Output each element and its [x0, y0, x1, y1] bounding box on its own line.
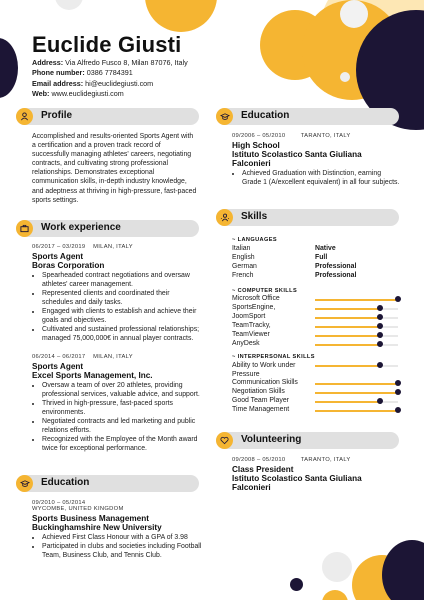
decor-circle — [340, 0, 368, 28]
contact-block — [32, 58, 188, 99]
skill-level-dot — [377, 398, 383, 404]
skill-name: TeamTracky, — [232, 322, 271, 329]
education-meta: 09/2010 – 05/2014 WYCOMBE, UNITED KINGDOM — [32, 500, 124, 512]
education-school: Buckinghamshire New University — [32, 523, 162, 532]
job-role: Sports Agent — [32, 362, 84, 371]
skill-level-bar — [315, 326, 380, 328]
list-item: • Thrived in high-pressure, fast-paced sports environments. — [42, 399, 202, 417]
phone-label: Phone number: — [32, 68, 85, 78]
language-row: French Professional — [232, 272, 357, 279]
skill-level-bar — [315, 392, 398, 394]
list-item: • Represented clients and coordinated their schedules and daily tasks. — [42, 289, 202, 307]
volunteering-role: Class President — [232, 465, 294, 474]
heart-icon — [216, 432, 233, 449]
decor-circle — [382, 540, 424, 600]
skill-row — [232, 304, 402, 313]
skill-row — [232, 331, 402, 340]
job-entry — [32, 354, 202, 453]
language-row: German Professional — [232, 263, 357, 270]
skill-name: Microsoft Office — [232, 295, 280, 302]
section-title: Education — [241, 110, 290, 121]
education-school: Istituto Scolastico Santa Giuliana Falconieri — [232, 150, 362, 168]
education-meta: 09/2006 – 05/2010 TARANTO, ITALY — [232, 133, 351, 139]
section-header-education — [216, 108, 399, 125]
language-row: Italian Native — [232, 245, 336, 252]
list-item: • Oversaw a team of over 20 athletes, providing professional services, valuable advice, and support. — [42, 381, 202, 399]
skill-row — [232, 295, 402, 304]
list-item: • Achieved First Class Honour with a GPA of 3.98 — [42, 533, 202, 542]
job-role: Sports Agent — [32, 252, 84, 261]
skill-row — [232, 313, 402, 322]
skill-row — [232, 361, 402, 379]
list-item: • Participated in clubs and societies including Football Team, Business Club, and Tennis Club. — [42, 542, 202, 560]
volunteering-org: Istituto Scolastico Santa Giuliana Falconieri — [232, 474, 362, 492]
section-header-work — [16, 220, 199, 237]
education-entry — [32, 500, 202, 560]
address-label: Address: — [32, 58, 64, 67]
skill-row — [232, 406, 402, 415]
list-item: • Achieved Graduation with Distinction, earning Grade 1 (A/excellent equivalent) in all four subjects. — [242, 169, 402, 187]
skill-level-dot — [395, 380, 401, 386]
skill-name: Communication Skills — [232, 379, 298, 386]
skill-row — [232, 322, 402, 331]
job-entry — [32, 244, 202, 343]
skill-level-bar — [315, 335, 380, 337]
education-bullets — [232, 169, 402, 187]
skills-person-icon — [216, 209, 233, 226]
job-bullets — [32, 271, 202, 343]
web-label: Web: — [32, 88, 50, 98]
list-item: • Spearheaded contract negotiations and oversaw athletes' career management. — [42, 271, 202, 289]
job-meta: 06/2014 – 06/2017 MILAN, ITALY — [32, 354, 133, 360]
skill-level-dot — [377, 362, 383, 368]
profile-text: Accomplished and results-oriented Sports Agent with a certification and a proven track record of successfully managing athletes' careers, negotiating contracts, and cultivating strong professional relationships. Demonstrates exceptional communication skills, in-depth industry knowledge, and adeptness at thriving in high-pressure, fast-paced sports settings. — [32, 133, 197, 204]
language-row: English Full — [232, 254, 328, 261]
section-title: Profile — [41, 110, 73, 121]
skill-level-bar — [315, 344, 380, 346]
skill-name: Good Team Player — [232, 397, 289, 404]
job-meta: 06/2017 – 03/2019 MILAN, ITALY — [32, 244, 133, 250]
skill-level-dot — [377, 305, 383, 311]
section-header-profile — [16, 108, 199, 125]
decor-circle — [322, 590, 348, 600]
graduation-cap-icon — [216, 108, 233, 125]
skill-level-bar — [315, 401, 380, 403]
skill-name: Ability to Work under Pressure — [232, 362, 296, 378]
address-value: Via Alfredo Fusco 8, Milan 87076, Italy — [65, 58, 188, 67]
skill-name: AnyDesk — [232, 340, 260, 347]
graduation-cap-icon — [16, 475, 33, 492]
section-header-skills — [216, 209, 399, 226]
skill-level-dot — [377, 323, 383, 329]
skill-name: Negotiation Skills — [232, 388, 285, 395]
list-item: • Recognized with the Employee of the Month award twice for exceptional performance. — [42, 435, 202, 453]
skill-row — [232, 388, 402, 397]
skill-level-dot — [395, 407, 401, 413]
decor-circle — [0, 38, 18, 98]
skill-name: TeamViewer — [232, 331, 270, 338]
skill-name: SportsEngine, — [232, 304, 276, 311]
list-item: • Engaged with clients to establish and achieve their goals and objectives. — [42, 307, 202, 325]
skill-level-dot — [395, 296, 401, 302]
decor-circle — [55, 0, 83, 10]
skill-row — [232, 379, 402, 388]
briefcase-icon — [16, 220, 33, 237]
skill-name: JoomSport — [232, 313, 266, 320]
job-bullets — [32, 381, 202, 453]
skill-level-bar — [315, 410, 398, 412]
skill-level-dot — [377, 332, 383, 338]
skill-level-dot — [395, 389, 401, 395]
volunteering-meta: 09/2008 – 05/2010 TARANTO, ITALY — [232, 457, 351, 463]
skill-row — [232, 340, 402, 349]
candidate-name: Euclide Giusti — [32, 32, 182, 57]
person-icon — [16, 108, 33, 125]
skill-level-dot — [377, 341, 383, 347]
skill-level-bar — [315, 308, 380, 310]
decor-circle — [322, 552, 352, 582]
education-bullets — [32, 533, 202, 560]
skill-level-dot — [377, 314, 383, 320]
section-header-education — [16, 475, 199, 492]
interpersonal-skills-subheading: ~ INTERPERSONAL SKILLS — [232, 354, 315, 360]
email-value[interactable]: hi@euclidegiusti.com — [85, 78, 154, 88]
section-title: Education — [41, 477, 90, 488]
education-degree: Sports Business Management — [32, 514, 149, 523]
decor-circle — [340, 72, 350, 82]
skill-name: Time Management — [232, 406, 290, 413]
education-entry — [232, 133, 402, 187]
skill-level-bar — [315, 365, 380, 367]
skill-level-bar — [315, 299, 398, 301]
languages-subheading: ~ LANGUAGES — [232, 237, 277, 243]
job-company: Excel Sports Management, Inc. — [32, 371, 153, 380]
skill-level-bar — [315, 317, 380, 319]
skill-level-bar — [315, 383, 398, 385]
section-title: Skills — [241, 211, 268, 222]
section-header-volunteering — [216, 432, 399, 449]
email-label: Email address: — [32, 78, 84, 88]
computer-skills-subheading: ~ COMPUTER SKILLS — [232, 288, 298, 294]
skill-row — [232, 397, 402, 406]
list-item: • Negotiated contracts and led marketing and public relations efforts. — [42, 417, 202, 435]
education-degree: High School — [232, 141, 280, 150]
section-title: Volunteering — [241, 434, 302, 445]
web-value[interactable]: www.euclidegiusti.com — [51, 88, 124, 98]
phone-value[interactable]: 0386 7784391 — [86, 68, 133, 78]
volunteering-entry — [232, 457, 402, 492]
section-title: Work experience — [41, 222, 121, 233]
decor-circle — [290, 578, 303, 591]
job-company: Boras Corporation — [32, 261, 105, 270]
decor-circle — [145, 0, 217, 32]
list-item: • Cultivated and sustained professional relationships; managed 75,000,000€ in annual player contracts. — [42, 325, 202, 343]
